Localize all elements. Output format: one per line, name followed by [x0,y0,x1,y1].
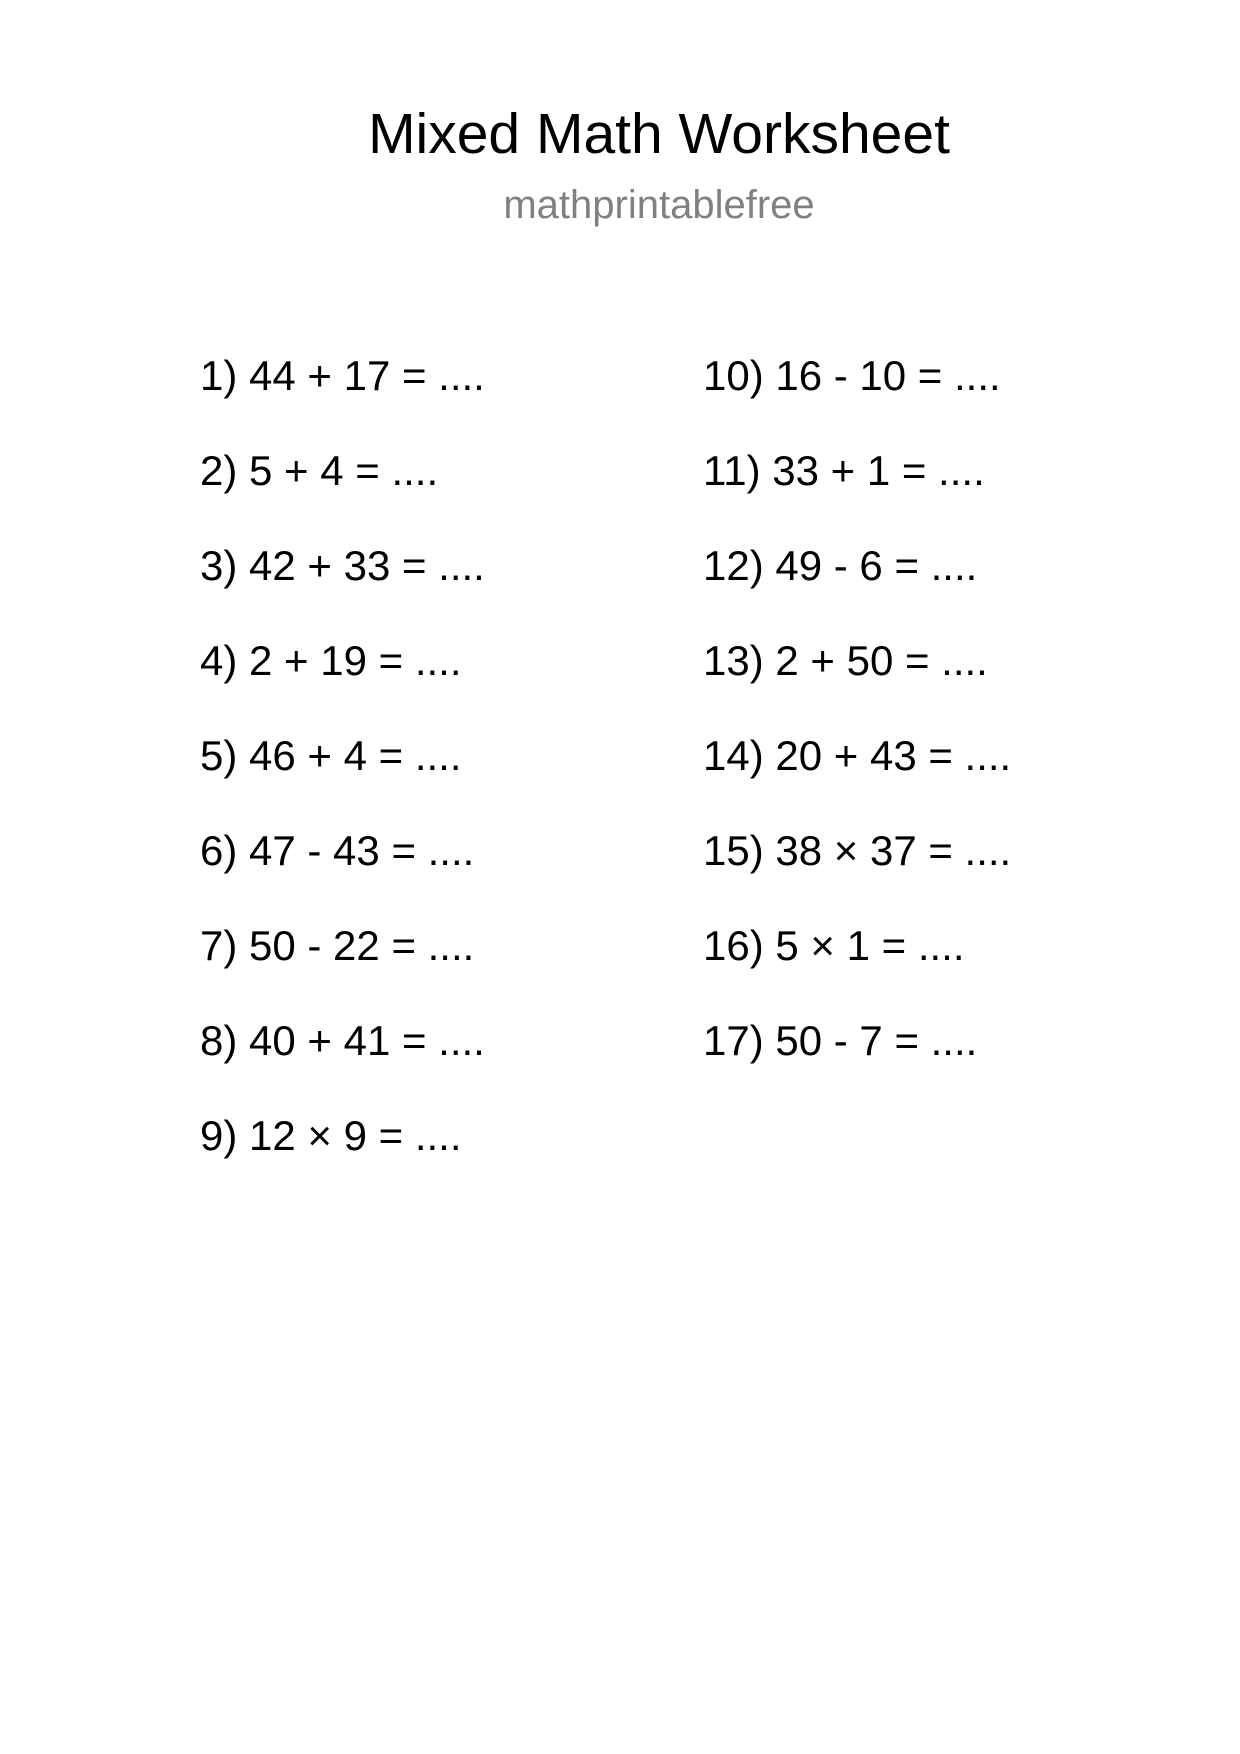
problem-item: 8) 40 + 41 = .... [200,1017,485,1064]
problem-item: 16) 5 × 1 = .... [703,922,965,969]
problem-item: 17) 50 - 7 = .... [703,1017,978,1064]
problem-item: 14) 20 + 43 = .... [703,732,1012,779]
problem-item: 12) 49 - 6 = .... [703,542,978,589]
problem-item: 4) 2 + 19 = .... [200,637,462,684]
problem-item: 10) 16 - 10 = .... [703,352,1001,399]
page-title: Mixed Math Worksheet [368,102,950,166]
page-subtitle: mathprintablefree [503,183,815,227]
problem-item: 7) 50 - 22 = .... [200,922,475,969]
problem-column-right [703,346,1011,1106]
problem-item: 9) 12 × 9 = .... [200,1112,462,1159]
problem-item: 2) 5 + 4 = .... [200,447,439,494]
problem-item: 15) 38 × 37 = .... [703,827,1012,874]
problem-item: 3) 42 + 33 = .... [200,542,485,589]
problem-item: 11) 33 + 1 = .... [703,447,985,494]
problem-item: 13) 2 + 50 = .... [703,637,988,684]
problem-item: 6) 47 - 43 = .... [200,827,475,874]
problem-item: 1) 44 + 17 = .... [200,352,485,399]
problem-item: 5) 46 + 4 = .... [200,732,462,779]
problem-column-left [200,346,485,1201]
